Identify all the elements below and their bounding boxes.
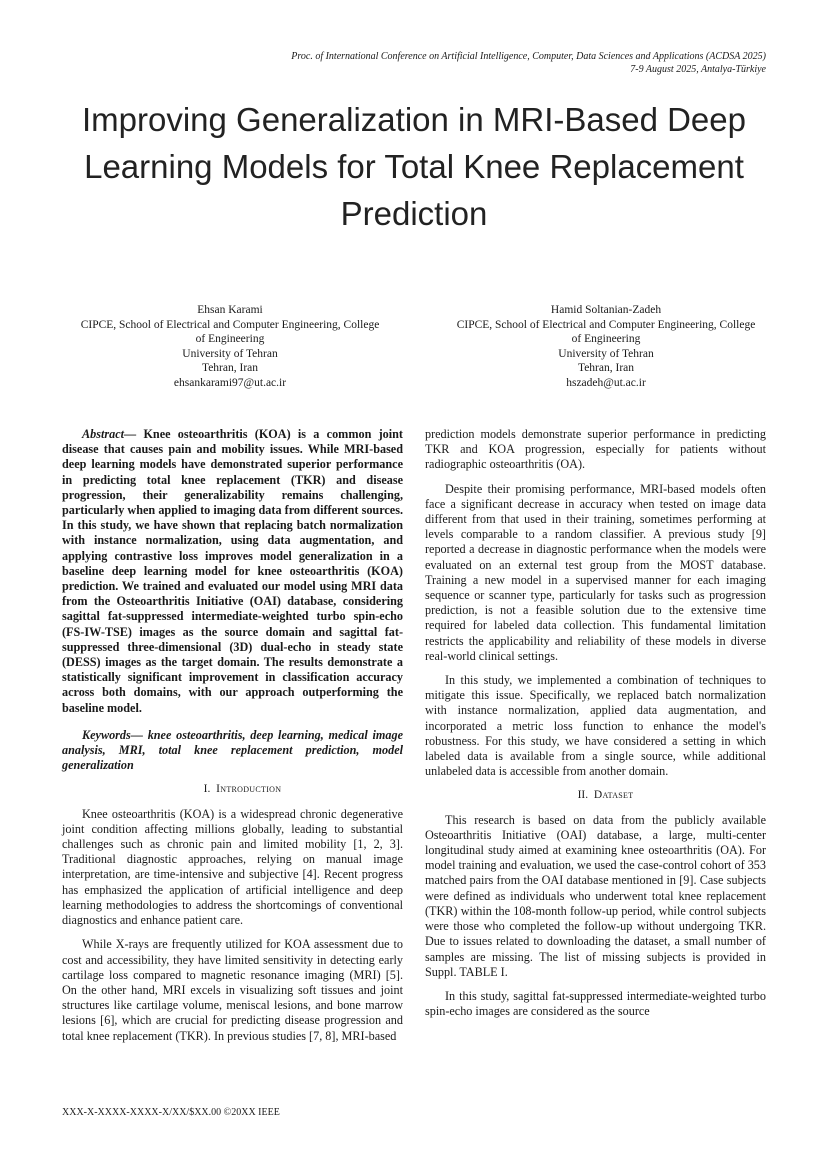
author-affiliation-cont: of Engineering [195, 333, 265, 345]
author-affiliation-cont: of Engineering [571, 333, 641, 345]
author-city: Tehran, Iran [201, 362, 259, 374]
section-number: II. [577, 789, 589, 802]
author-city: Tehran, Iran [577, 362, 635, 374]
author-email: ehsankarami97@ut.ac.ir [173, 376, 287, 389]
keywords [62, 728, 403, 774]
author-block-1 [50, 303, 410, 390]
paragraph: In this study, we implemented a combination of techniques to mitigate this issue. Specifically, we replaced batch normalization with instance normalization, applied data augmentation, and incorporated a metric loss function to enhance the model's robustness. For this study, we have considered a setting in which labeled data is available from a single source, while additional unlabeled data is accessible from another domain. [425, 673, 766, 779]
section-heading-introduction [62, 782, 403, 797]
author-email: hszadeh@ut.ac.ir [566, 376, 646, 389]
left-column [62, 427, 403, 1053]
paragraph: In this study, sagittal fat-suppressed intermediate-weighted turbo spin-echo images are considered as the source [425, 988, 766, 1019]
paragraph: Knee osteoarthritis (KOA) is a widespread chronic degenerative joint condition affecting millions globally, leading to substantial challenges such as chronic pain and limited mobility [1, 2, 3]. Traditional diagnostic approaches, relying on manual image interpretation, are time-intensive and subjective [4]. Recent progress has emphasized the application of artificial intelligence and deep learning methodologies to address the shortcomings of conventional diagnostics and enhance patient care. [62, 806, 403, 928]
author-affiliation: CIPCE, School of Electrical and Computer Engineering, College [80, 318, 380, 331]
proceedings-line-1: Proc. of International Conference on Artificial Intelligence, Computer, Data Sciences and Applications (ACDSA 2025) [291, 51, 766, 62]
author-affiliation: CIPCE, School of Electrical and Computer Engineering, College [456, 318, 756, 331]
author-university: University of Tehran [182, 347, 278, 360]
paragraph-continuation: prediction models demonstrate superior performance in predicting TKR and KOA progression, especially for patients without radiographic osteoarthritis (OA). [425, 427, 766, 472]
proceedings-header [66, 50, 766, 76]
section-title: Introduction [216, 783, 282, 796]
abstract-text: Knee osteoarthritis (KOA) is a common joint disease that causes pain and mobility issues. While MRI-based deep learning models have demonstrated superior performance in predicting total knee replacement (TKR) and disease progression, their generalizability remains challenging, particularly when applied to imaging data from different sources. In this study, we have shown that replacing batch normalization with instance normalization, using data augmentation, and applying contrastive loss improves model generalization in a baseline deep learning model for knee osteoarthritis (KOA) prediction. We trained and evaluated our model using MRI data from the Osteoarthritis Initiative (OAI) database, considering sagittal fat-suppressed intermediate-weighted turbo spin-echo (FS-IW-TSE) images as the source domain and sagittal fat-suppressed three-dimensional (3D) dual-echo in steady state (DESS) images as the target domain. The results demonstrate a statistically significant improvement in classification accuracy across both domains, with our approach outperforming the baseline model. [62, 427, 403, 715]
section-heading-dataset [425, 788, 766, 803]
author-block-2 [426, 303, 786, 390]
paper-title: Improving Generalization in MRI-Based Deep Learning Models for Total Knee Replacement Prediction [82, 101, 746, 232]
section-number: I. [203, 783, 211, 796]
keywords-label: Keywords— [82, 727, 143, 742]
abstract [62, 427, 403, 716]
proceedings-line-2: 7-9 August 2025, Antalya-Türkiye [630, 64, 766, 75]
author-name: Ehsan Karami [197, 304, 263, 316]
abstract-label: Abstract— [82, 427, 137, 441]
copyright-footer: XXX-X-XXXX-XXXX-X/XX/$XX.00 ©20XX IEEE [62, 1107, 280, 1118]
paragraph: This research is based on data from the publicly available Osteoarthritis Initiative (OAI) database, a large, multi-center longitudinal study aimed at examining knee osteoarthritis (OA). For model training and evaluation, we used the case-control cohort of 353 matched pairs from the OAI database mentioned in [9]. Case subjects were defined as individuals who underwent total knee replacement (TKR) within the 108-month follow-up period, while control subjects were those who completed the follow-up without undergoing TKR. Due to issues related to downloading the dataset, a small number of samples are missing. The list of missing subjects is provided in Suppl. TABLE I. [425, 812, 766, 979]
paragraph: Despite their promising performance, MRI-based models often face a significant decrease in accuracy when tested on image data different from that used in their training, sometimes performing at levels comparable to a random classifier. A previous study [9] reported a decrease in diagnostic performance when the models were evaluated on an external test group from the MOST database. Training a new model in a supervised manner for each imaging sequence or scanner type, particularly for tasks such as progression prediction, is not a feasible solution due to the extensive time required for labeled data collection. This fundamental limitation restricts the applicability and reliability of these models in diverse real-world clinical settings. [425, 481, 766, 663]
paragraph: While X-rays are frequently utilized for KOA assessment due to cost and accessibility, they have limited sensitivity in detecting early cartilage loss compared to magnetic resonance imaging (MRI) [5]. On the other hand, MRI excels in visualizing soft tissues and joint structures like cartilage volume, meniscal lesions, and bone marrow lesions [6], which are crucial for predicting disease progression and total knee replacement (TKR). In previous studies [7, 8], MRI-based [62, 937, 403, 1043]
author-name: Hamid Soltanian-Zadeh [550, 304, 662, 316]
right-column [425, 427, 766, 1028]
section-title: Dataset [593, 789, 634, 802]
author-university: University of Tehran [558, 347, 654, 360]
keywords-text: knee osteoarthritis, deep learning, medical image analysis, MRI, total knee replacement prediction, model generalization [62, 727, 403, 773]
